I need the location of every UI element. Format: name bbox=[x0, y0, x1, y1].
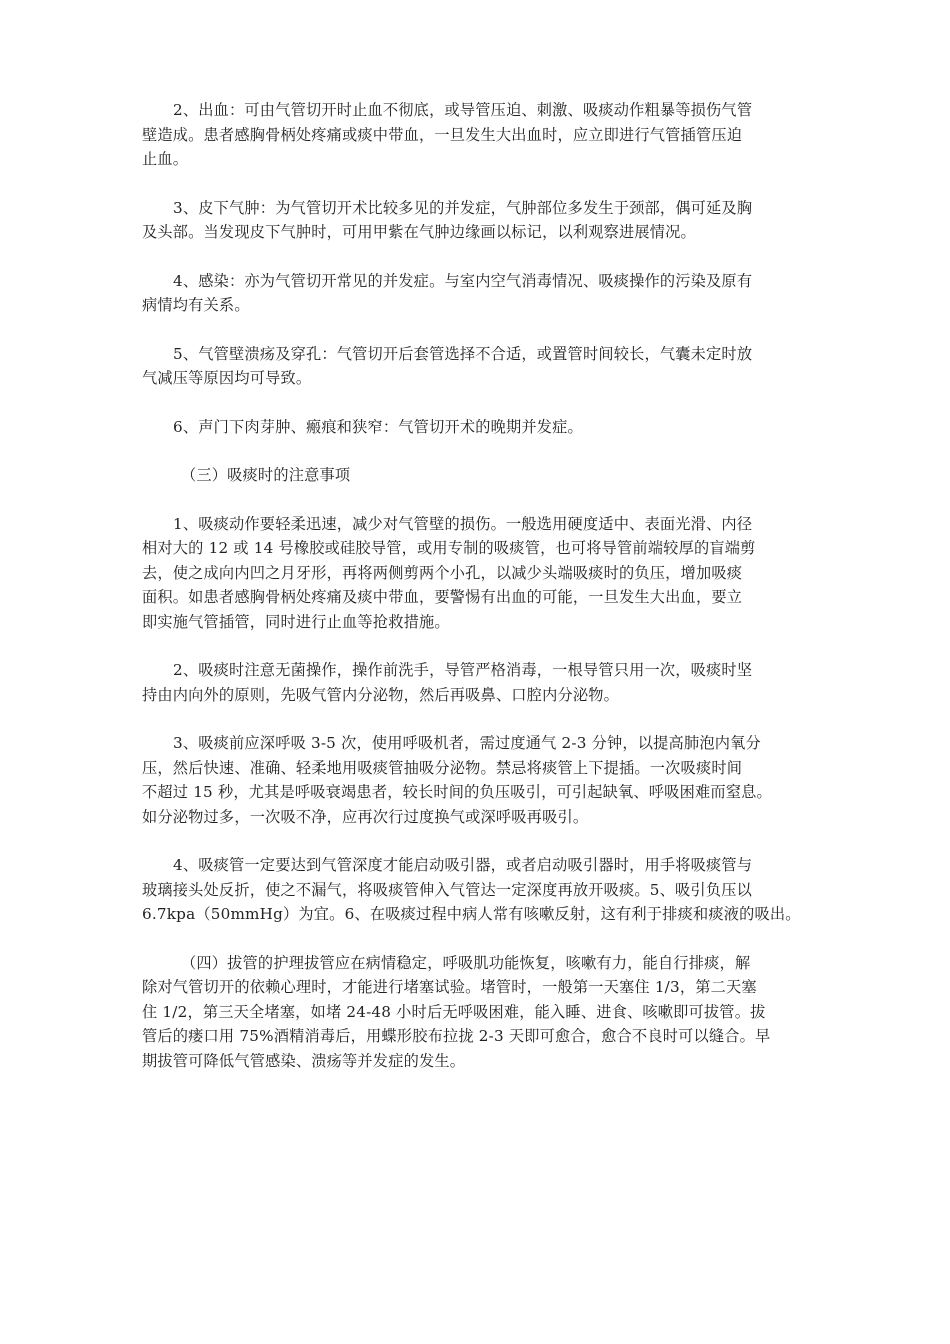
paragraph-granuloma bbox=[142, 415, 822, 440]
text-line: 4、吸痰管一定要达到气管深度才能启动吸引器，或者启动吸引器时，用手将吸痰管与 bbox=[173, 856, 753, 874]
text-line: 及头部。当发现皮下气肿时，可用甲紫在气肿边缘画以标记，以利观察进展情况。 bbox=[142, 223, 696, 241]
paragraph-suction-1 bbox=[142, 512, 822, 635]
text-line: 气减压等原因均可导致。 bbox=[142, 369, 312, 387]
paragraph-extubation-care bbox=[142, 951, 822, 1074]
text-line: 期拔管可降低气管感染、溃疡等并发症的发生。 bbox=[142, 1051, 466, 1070]
text-line: 病情均有关系。 bbox=[142, 296, 250, 314]
text-line: 3、吸痰前应深呼吸 3-5 次，使用呼吸机者，需过度通气 2-3 分钟，以提高肺泡内氧分 bbox=[173, 734, 761, 752]
text-line: 去，使之成向内凹之月牙形，再将两侧剪两个小孔，以减少头端吸痰时的负压，增加吸痰 bbox=[142, 563, 743, 582]
text-line: 2、出血：可由气管切开时止血不彻底，或导管压迫、刺激、吸痰动作粗暴等损伤气管 bbox=[173, 101, 753, 119]
text-line: 压，然后快速、准确、轻柔地用吸痰管抽吸分泌物。禁忌将痰管上下提插。一次吸痰时间 bbox=[142, 758, 743, 777]
paragraph-suction-4 bbox=[142, 853, 822, 927]
paragraph-ulcer-perforation bbox=[142, 342, 822, 391]
document-page bbox=[142, 98, 822, 1097]
paragraph-suction-3 bbox=[142, 731, 822, 829]
paragraph-suction-2 bbox=[142, 658, 822, 707]
text-line: 面积。如患者感胸骨柄处疼痛及痰中带血，要警惕有出血的可能，一旦发生大出血，要立 bbox=[142, 588, 743, 606]
paragraph-bleeding bbox=[142, 98, 822, 172]
text-line: 持由内向外的原则，先吸气管内分泌物，然后再吸鼻、口腔内分泌物。 bbox=[142, 685, 620, 704]
paragraph-infection bbox=[142, 269, 822, 318]
text-line: 6.7kpa（50mmHg）为宜。6、在吸痰过程中病人常有咳嗽反射，这有利于排痰和痰液的吸出。 bbox=[142, 905, 801, 923]
text-line: 住 1/2，第三天全堵塞，如堵 24-48 小时后无呼吸困难，能入睡、进食、咳嗽即可拔管。拔 bbox=[142, 1002, 766, 1021]
text-line: 6、声门下肉芽肿、瘢痕和狭窄：气管切开术的晚期并发症。 bbox=[173, 417, 583, 436]
paragraph-subcutaneous-emphysema bbox=[142, 196, 822, 245]
text-line: 除对气管切开的依赖心理时，才能进行堵塞试验。堵管时，一般第一天塞住 1/3，第二天塞 bbox=[142, 978, 757, 996]
text-line: 相对大的 12 或 14 号橡胶或硅胶导管，或用专制的吸痰管，也可将导管前端较厚的盲端剪 bbox=[142, 539, 756, 557]
section-heading-suction-notes: （三）吸痰时的注意事项 bbox=[181, 466, 351, 484]
text-line: 4、感染：亦为气管切开常见的并发症。与室内空气消毒情况、吸痰操作的污染及原有 bbox=[173, 271, 753, 290]
text-line: 玻璃接头处反折，使之不漏气，将吸痰管伸入气管达一定深度再放开吸痰。5、吸引负压以 bbox=[142, 880, 752, 899]
text-line: 止血。 bbox=[142, 150, 189, 168]
text-line: 不超过 15 秒，尤其是呼吸衰竭患者，较长时间的负压吸引，可引起缺氧、呼吸困难而窒息。 bbox=[142, 783, 772, 801]
text-line: 5、气管壁溃疡及穿孔：气管切开后套管选择不合适，或置管时间较长，气囊未定时放 bbox=[173, 344, 753, 363]
text-line: 即实施气管插管，同时进行止血等抢救措施。 bbox=[142, 612, 450, 631]
text-line: 1、吸痰动作要轻柔迅速，减少对气管壁的损伤。一般选用硬度适中、表面光滑、内径 bbox=[173, 514, 753, 533]
text-line: 2、吸痰时注意无菌操作，操作前洗手，导管严格消毒，一根导管只用一次，吸痰时坚 bbox=[173, 661, 753, 679]
text-line: 3、皮下气肿：为气管切开术比较多见的并发症，气肿部位多发生于颈部，偶可延及胸 bbox=[173, 198, 753, 217]
text-line: （四）拔管的护理拔管应在病情稳定，呼吸肌功能恢复，咳嗽有力，能自行排痰，解 bbox=[181, 953, 751, 972]
text-line: 管后的瘘口用 75%酒精消毒后，用蝶形胶布拉拢 2-3 天即可愈合，愈合不良时可以缝合。早 bbox=[142, 1027, 771, 1045]
text-line: 壁造成。患者感胸骨柄处疼痛或痰中带血，一旦发生大出血时，应立即进行气管插管压迫 bbox=[142, 125, 743, 144]
text-line: 如分泌物过多，一次吸不净，应再次行过度换气或深呼吸再吸引。 bbox=[142, 807, 589, 826]
